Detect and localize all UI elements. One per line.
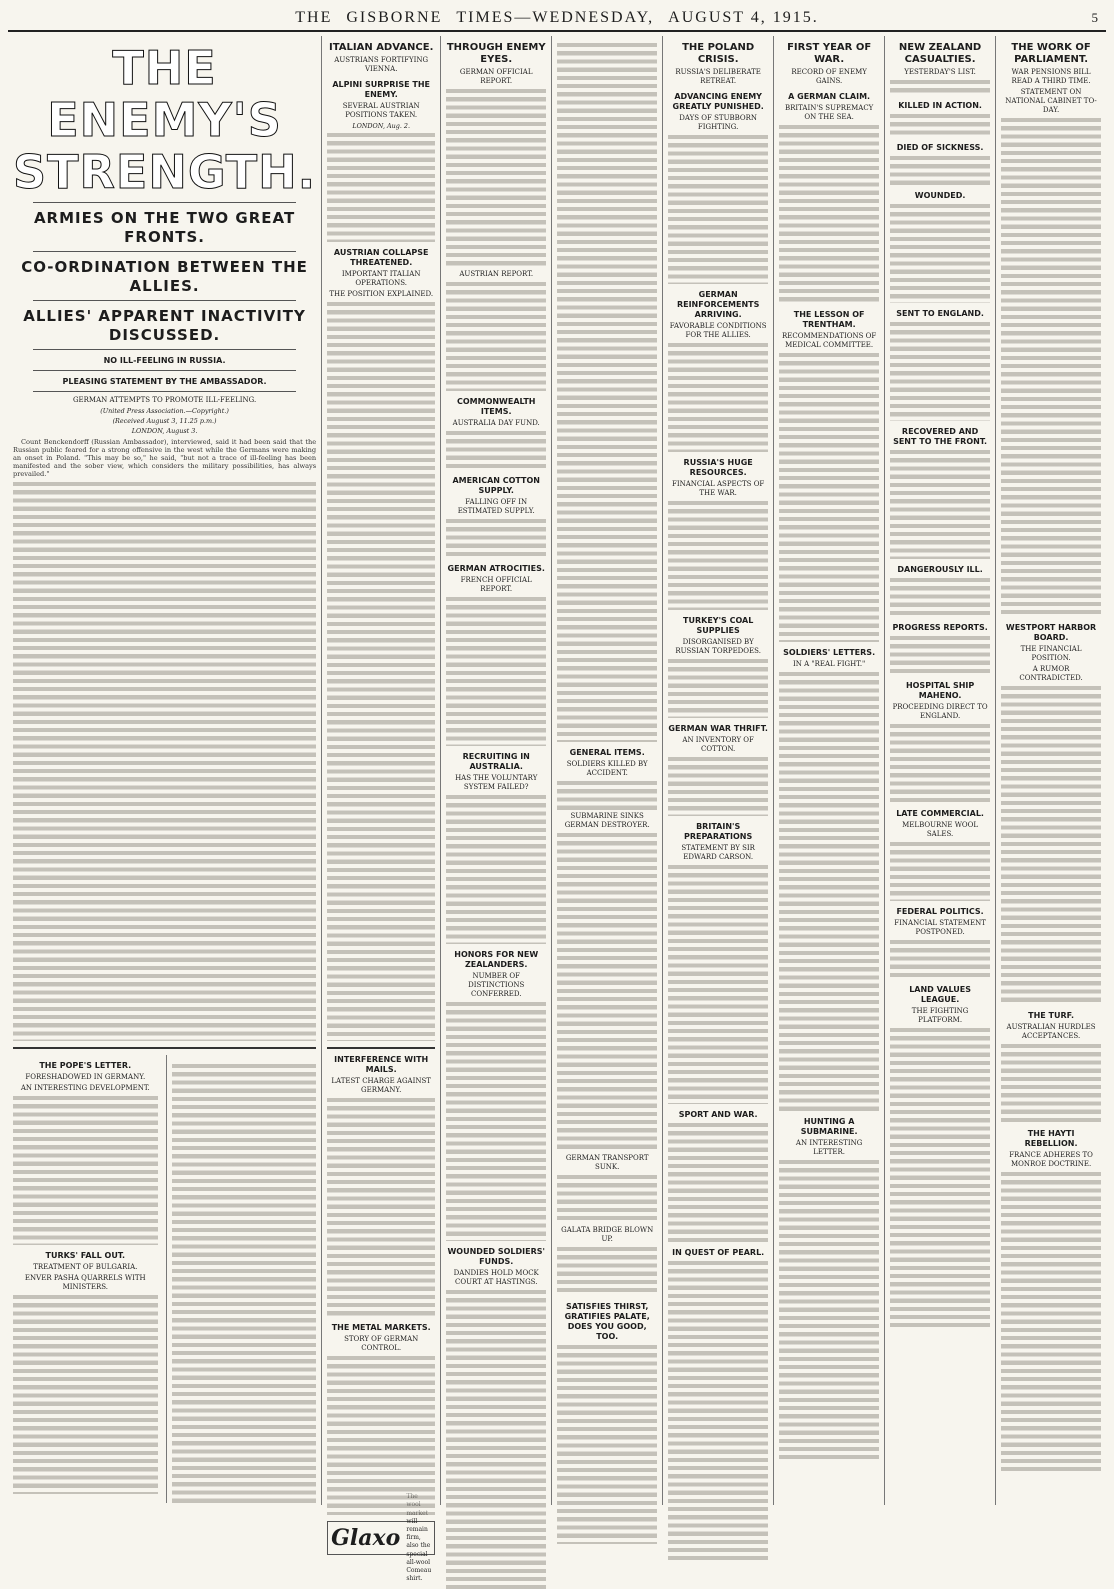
headline-italian-advance: ITALIAN ADVANCE. (329, 42, 434, 53)
headline-popes-letter: THE POPE'S LETTER. (39, 1060, 132, 1070)
headline-late-commercial: LATE COMMERCIAL. (896, 809, 984, 818)
column-6 (774, 36, 885, 1505)
deck-hurdles: AUSTRALIAN HURDLES ACCEPTANCES. (1006, 1023, 1096, 1040)
column-8 (996, 36, 1106, 1505)
headline-died-sickness: DIED OF SICKNESS. (896, 143, 984, 152)
deck-stubborn-fighting: DAYS OF STUBBORN FIGHTING. (679, 114, 758, 131)
headline-recovered: RECOVERED AND SENT TO THE FRONT. (893, 427, 988, 446)
deck-austrians-fortifying: AUSTRIANS FORTIFYING VIENNA. (334, 56, 429, 73)
credit-line: (United Press Association.—Copyright.) (100, 407, 229, 415)
deck-national-cabinet: STATEMENT ON NATIONAL CABINET TO-DAY. (1005, 88, 1097, 114)
article-body (13, 438, 316, 479)
headline-westport-harbor: WESTPORT HARBOR BOARD. (1005, 623, 1097, 642)
page-number: 5 (1091, 10, 1100, 25)
headline-advancing-enemy: ADVANCING ENEMY GREATLY PUNISHED. (672, 92, 764, 111)
deck-voluntary-system: HAS THE VOLUNTARY SYSTEM FAILED? (455, 774, 538, 791)
masthead-name: GISBORNE (346, 9, 443, 26)
deck-inventory-cotton: AN INVENTORY OF COTTON. (682, 736, 754, 753)
headline-austrian-collapse: AUSTRIAN COLLAPSE THREATENED. (333, 248, 429, 268)
deck-financial-position: THE FINANCIAL POSITION. (1020, 645, 1082, 662)
headline-land-values: LAND VALUES LEAGUE. (909, 985, 971, 1004)
deck-transport-sunk: GERMAN TRANSPORT SUNK. (565, 1154, 649, 1171)
column-7 (885, 36, 996, 1505)
headline-co-ordination: CO-ORDINATION BETWEEN THE ALLIES. (21, 258, 308, 295)
column-4 (552, 36, 663, 1505)
deck-italian-operations: IMPORTANT ITALIAN OPERATIONS. (341, 270, 421, 288)
deck-submarine-sinks: SUBMARINE SINKS GERMAN DESTROYER. (564, 812, 650, 829)
deck-soldiers-killed: SOLDIERS KILLED BY ACCIDENT. (566, 760, 648, 777)
column-2 (322, 36, 441, 1583)
deck-german-control: STORY OF GERMAN CONTROL. (344, 1335, 419, 1353)
dateline: LONDON, Aug. 2. (352, 122, 411, 130)
headline-nz-casualties: NEW ZEALAND CASUALTIES. (898, 42, 982, 65)
headline-enemys-strength: THE ENEMY'S STRENGTH. (13, 41, 317, 199)
deck-interesting-letter: AN INTERESTING LETTER. (795, 1139, 863, 1156)
article-text: Count Benckendorff (Russian Ambassador), interviewed, said it had been said that the Russian public feared for a strong offensive in the west while the Germans were making an onset in Poland. "This may be so," he said, "but not a trace of ill-feeling has been manifested and the sober view, which considers the military possibilities, has always prevailed." (13, 437, 317, 479)
headline-german-reinforcements: GERMAN REINFORCEMENTS ARRIVING. (676, 290, 760, 319)
deck-latest-charge: LATEST CHARGE AGAINST GERMANY. (331, 1077, 431, 1095)
deck-australia-day-fund: AUSTRALIA DAY FUND. (452, 419, 540, 427)
masthead-the: THE (295, 9, 333, 26)
headline-work-parliament: THE WORK OF PARLIAMENT. (1011, 42, 1091, 65)
headline-federal-politics: FEDERAL POLITICS. (896, 907, 984, 916)
headline-allies-inactivity: ALLIES' APPARENT INACTIVITY DISCUSSED. (23, 307, 306, 344)
deck-deliberate-retreat: RUSSIA'S DELIBERATE RETREAT. (675, 68, 761, 85)
deck-german-attempts: GERMAN ATTEMPTS TO PROMOTE ILL-FEELING. (72, 396, 257, 404)
headline-lesson-trentham: THE LESSON OF TRENTHAM. (793, 310, 865, 329)
headline-turks-fall-out: TURKS' FALL OUT. (45, 1250, 126, 1260)
deck-britains-supremacy: BRITAIN'S SUPREMACY ON THE SEA. (784, 104, 874, 121)
headline-pleasing-statement: PLEASING STATEMENT BY THE AMBASSADOR. (62, 377, 267, 386)
masthead (8, 6, 1106, 32)
deck-bulgaria: TREATMENT OF BULGARIA. (33, 1262, 138, 1271)
glaxo-logo: Glaxo (331, 1525, 401, 1552)
deck-rumor-contradicted: A RUMOR CONTRADICTED. (1019, 665, 1083, 682)
deck-favorable-conditions: FAVORABLE CONDITIONS FOR THE ALLIES. (669, 322, 767, 339)
deck-monroe-doctrine: FRANCE ADHERES TO MONROE DOCTRINE. (1009, 1151, 1093, 1168)
headline-interference-mails: INTERFERENCE WITH MAILS. (334, 1055, 429, 1075)
headline-recruiting: RECRUITING IN AUSTRALIA. (462, 752, 530, 771)
deck-enemy-gains: RECORD OF ENEMY GAINS. (791, 68, 867, 85)
dateline: LONDON, August 3. (131, 427, 198, 436)
headline-sport-and-war: SPORT AND WAR. (678, 1110, 758, 1119)
deck-direct-england: PROCEEDING DIRECT TO ENGLAND. (892, 703, 988, 720)
received-line: (Received August 3, 11.25 p.m.) (112, 417, 217, 426)
deck-enver-pasha: ENVER PASHA QUARRELS WITH MINISTERS. (24, 1273, 146, 1291)
deck-interesting-development: AN INTERESTING DEVELOPMENT. (20, 1083, 150, 1092)
masthead-title: TIMES—WEDNESDAY, (456, 9, 655, 26)
headline-sent-to-england: SENT TO ENGLAND. (896, 309, 984, 318)
headline-killed-in-action: KILLED IN ACTION. (898, 101, 982, 110)
glaxo-advertisement (327, 1517, 435, 1583)
newspaper-columns (8, 36, 1106, 1583)
headline-wounded-funds: WOUNDED SOLDIERS' FUNDS. (447, 1247, 545, 1266)
headline-britains-preparations: BRITAIN'S PREPARATIONS (684, 822, 753, 841)
headline-hospital-ship: HOSPITAL SHIP MAHENO. (905, 681, 975, 700)
headline-american-cotton: AMERICAN COTTON SUPPLY. (452, 476, 540, 495)
headline-quest-of-pearl: IN QUEST OF PEARL. (672, 1248, 765, 1257)
headline-german-atrocities: GERMAN ATROCITIES. (447, 564, 545, 573)
headline-armies: ARMIES ON THE TWO GREAT FRONTS. (33, 209, 296, 246)
deck-french-report: FRENCH OFFICIAL REPORT. (460, 576, 532, 593)
deck-war-pensions: WAR PENSIONS BILL READ A THIRD TIME. (1011, 68, 1091, 85)
deck-galata-bridge: GALATA BRIDGE BLOWN UP. (561, 1226, 654, 1243)
column-3 (441, 36, 552, 1505)
deck-carson: STATEMENT BY SIR EDWARD CARSON. (681, 844, 755, 861)
deck-falling-off: FALLING OFF IN ESTIMATED SUPPLY. (457, 498, 535, 515)
headline-progress-reports: PROGRESS REPORTS. (892, 623, 988, 632)
deck-distinctions: NUMBER OF DISTINCTIONS CONFERRED. (468, 972, 525, 998)
headline-wounded: WOUNDED. (914, 191, 966, 200)
headline-no-ill-feeling: NO ILL-FEELING IN RUSSIA. (103, 356, 226, 365)
headline-commonwealth-items: COMMONWEALTH ITEMS. (456, 397, 536, 416)
headline-dangerously-ill: DANGEROUSLY ILL. (897, 565, 983, 574)
headline-first-year: FIRST YEAR OF WAR. (787, 42, 872, 65)
deck-foreshadowed: FORESHADOWED IN GERMANY. (25, 1072, 146, 1081)
headline-alpini: ALPINI SURPRISE THE ENEMY. (332, 80, 430, 99)
headline-the-turf: THE TURF. (1028, 1011, 1074, 1020)
ad-text: will remain firm, also the special all-wool Comeau shirt. (406, 1517, 432, 1583)
deck-financial-postponed: FINANCIAL STATEMENT POSTPONED. (894, 919, 986, 936)
headline-hayti-rebellion: THE HAYTI REBELLION. (1024, 1129, 1078, 1148)
deck-position-explained: THE POSITION EXPLAINED. (329, 290, 434, 299)
deck-fighting-platform: THE FIGHTING PLATFORM. (911, 1007, 969, 1024)
deck-dandies: DANDIES HOLD MOCK COURT AT HASTINGS. (453, 1269, 539, 1286)
headline-german-claim: A GERMAN CLAIM. (788, 92, 871, 101)
deck-real-fight: IN A "REAL FIGHT." (792, 660, 866, 668)
headline-russias-resources: RUSSIA'S HUGE RESOURCES. (683, 458, 753, 477)
headline-honors: HONORS FOR NEW ZEALANDERS. (454, 950, 539, 969)
deck-german-report: GERMAN OFFICIAL REPORT. (459, 68, 533, 85)
headline-general-items: GENERAL ITEMS. (569, 748, 645, 757)
column-5 (663, 36, 774, 1505)
deck-austrian-report: AUSTRIAN REPORT. (459, 270, 534, 278)
deck-wool-sales: MELBOURNE WOOL SALES. (902, 821, 979, 838)
deck-medical-committee: RECOMMENDATIONS OF MEDICAL COMMITTEE. (782, 332, 877, 349)
masthead-date: AUGUST 4, 1915. (668, 9, 819, 26)
headline-through-enemy-eyes: THROUGH ENEMY EYES. (446, 42, 546, 65)
headline-turkeys-coal: TURKEY'S COAL SUPPLIES (683, 616, 754, 635)
deck-austrian-positions: SEVERAL AUSTRIAN POSITIONS TAKEN. (342, 102, 420, 119)
deck-disorganised: DISORGANISED BY RUSSIAN TORPEDOES. (675, 638, 761, 655)
headline-poland-crisis: THE POLAND CRISIS. (682, 42, 755, 65)
headline-satisfies-thirst: SATISFIES THIRST, GRATIFIES PALATE, DOES YOU GOOD, TOO. (564, 1302, 650, 1341)
headline-metal-markets: THE METAL MARKETS. (331, 1323, 431, 1333)
column-1 (8, 36, 322, 1505)
deck-yesterdays-list: YESTERDAY'S LIST. (904, 68, 976, 76)
deck-financial-aspects: FINANCIAL ASPECTS OF THE WAR. (672, 480, 765, 497)
headline-german-war-thrift: GERMAN WAR THRIFT. (668, 724, 768, 733)
headline-hunting-submarine: HUNTING A SUBMARINE. (800, 1117, 858, 1136)
headline-soldiers-letters: SOLDIERS' LETTERS. (783, 648, 876, 657)
